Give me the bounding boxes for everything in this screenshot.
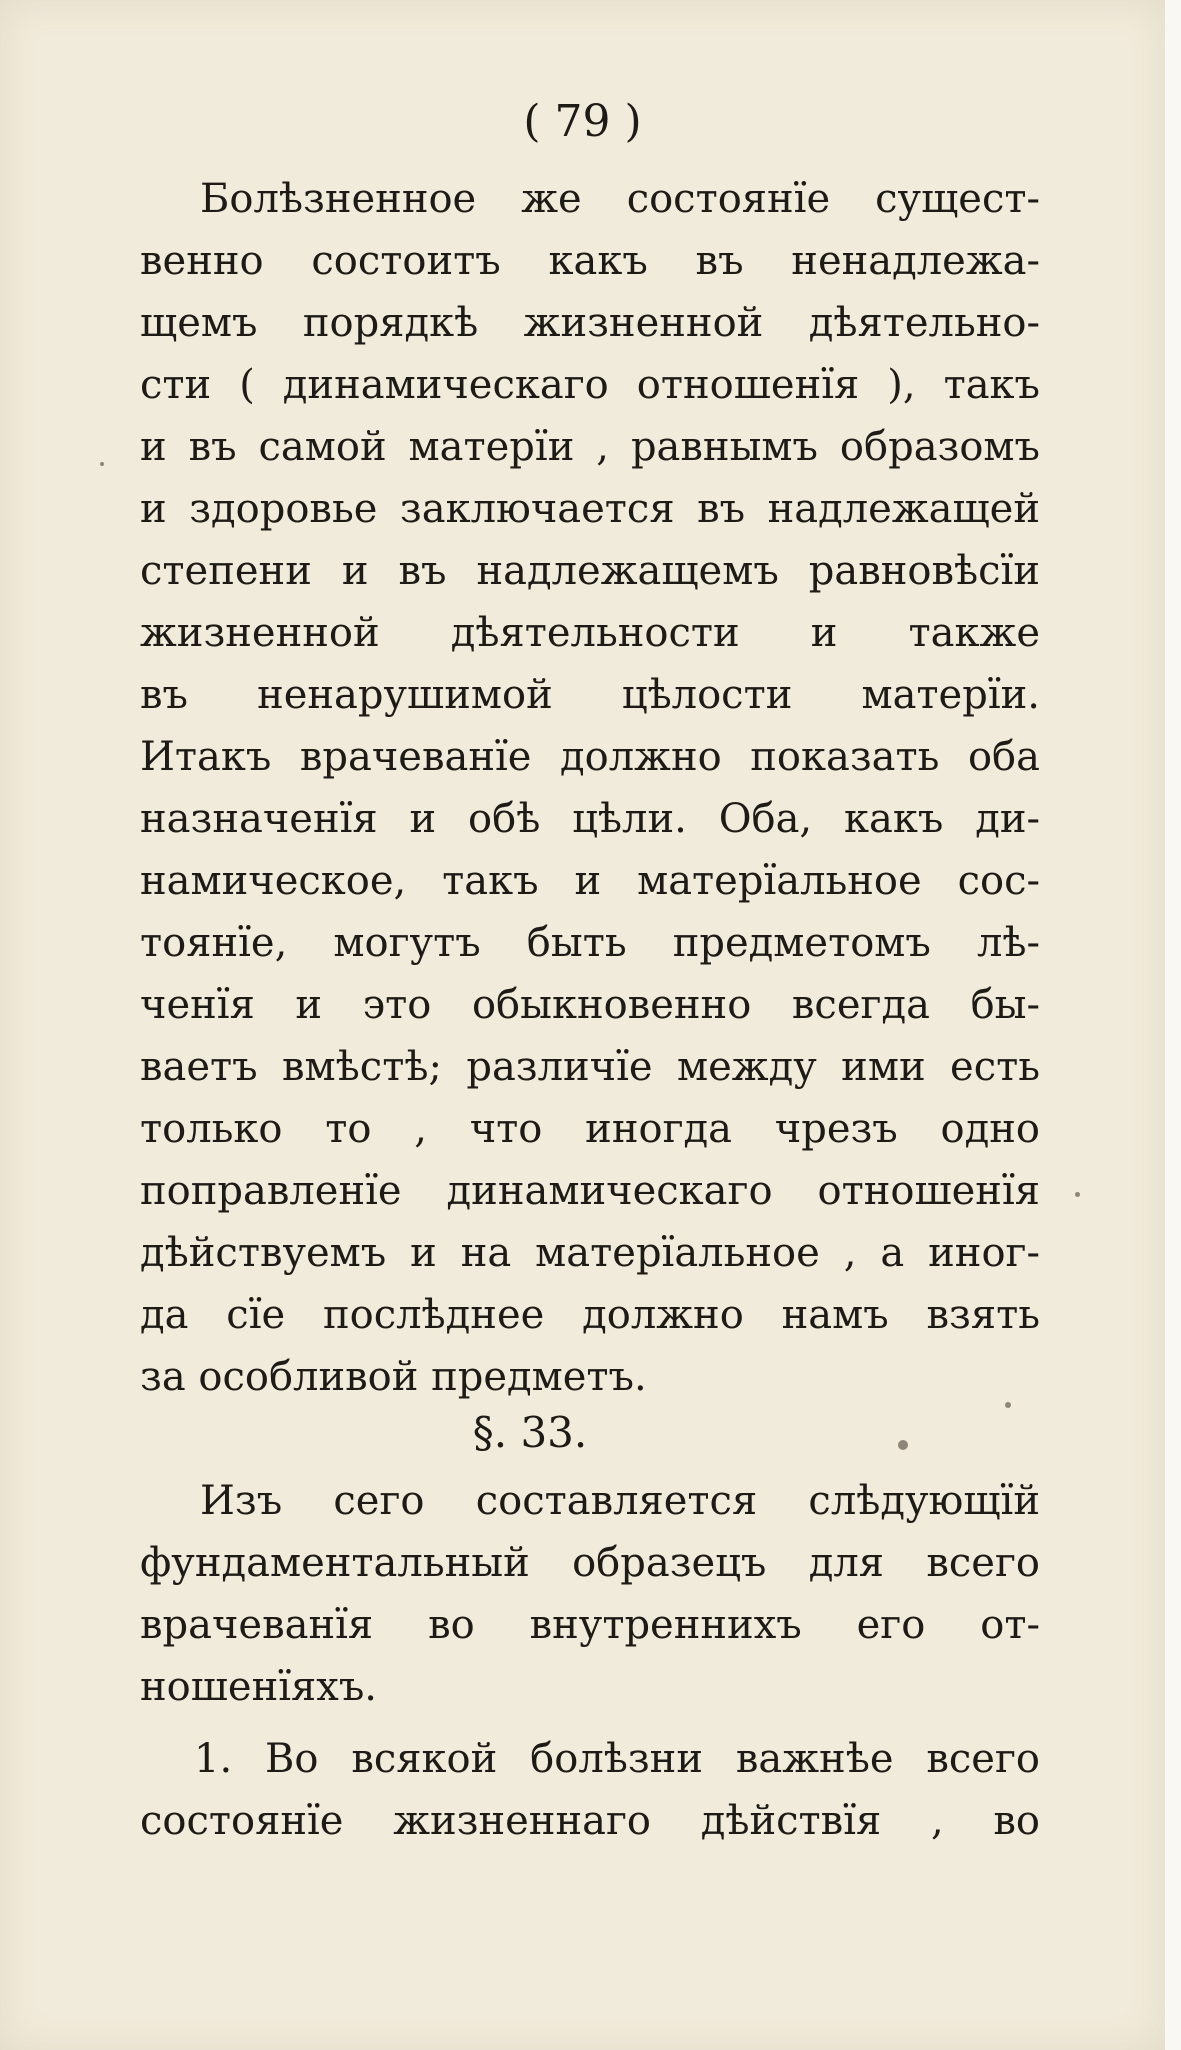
ink-speck: [1005, 1402, 1011, 1408]
text-line: ченїя и это обыкновенно всегда бы-: [140, 982, 1040, 1028]
ink-speck: [898, 1440, 908, 1450]
list-item-line: 1. Во всякой болѣзни важнѣе всего: [194, 1736, 1040, 1782]
text-line: ваетъ вмѣстѣ; различїе между ими есть: [140, 1044, 1040, 1090]
text-line: въ ненарушимой цѣлости матерїи.: [140, 672, 1040, 718]
text-line: щемъ порядкѣ жизненной дѣятельно-: [140, 300, 1040, 346]
section-heading: §. 33.: [472, 1408, 588, 1457]
ink-speck: [100, 462, 104, 466]
text-line: дѣйствуемъ и на матерїальное , а иног-: [140, 1230, 1040, 1276]
text-line: Изъ сего составляется слѣдующїй: [200, 1478, 1040, 1524]
text-line: венно состоитъ какъ въ ненадлежа-: [140, 238, 1040, 284]
text-line: намическое, такъ и матерїальное сос-: [140, 858, 1040, 904]
paragraph-1: [140, 168, 1040, 1408]
list-item-line: состоянїе жизненнаго дѣйствїя , во: [140, 1798, 1040, 1844]
paragraph-2: [140, 1470, 1040, 1852]
text-line: степени и въ надлежащемъ равновѣсїи: [140, 548, 1040, 594]
text-line: только то , что иногда чрезъ одно: [140, 1106, 1040, 1152]
text-line: Болѣзненное же состоянїе сущест-: [200, 176, 1040, 222]
page-edge: [1165, 0, 1181, 2050]
text-line: тоянїе, могутъ быть предметомъ лѣ-: [140, 920, 1040, 966]
text-line: назначенїя и обѣ цѣли. Оба, какъ ди-: [140, 796, 1040, 842]
ink-speck: [1075, 1192, 1080, 1197]
text-line: жизненной дѣятельности и также: [140, 610, 1040, 656]
text-line: и въ самой матерїи , равнымъ образомъ: [140, 424, 1040, 470]
text-line: сти ( динамическаго отношенїя ), такъ: [140, 362, 1040, 408]
text-line: фундаментальный образецъ для всего: [140, 1540, 1040, 1586]
text-line: ношенїяхъ.: [140, 1664, 378, 1710]
text-line: и здоровье заключается въ надлежащей: [140, 486, 1040, 532]
page-number: ( 79 ): [523, 96, 642, 147]
text-line: Итакъ врачеванїе должно показать оба: [140, 734, 1040, 780]
text-line: поправленїе динамическаго отношенїя: [140, 1168, 1040, 1214]
text-line: врачеванїя во внутреннихъ его от-: [140, 1602, 1040, 1648]
text-line: за особливой предметъ.: [140, 1354, 647, 1400]
text-line: да сїе послѣднее должно намъ взять: [140, 1292, 1040, 1338]
